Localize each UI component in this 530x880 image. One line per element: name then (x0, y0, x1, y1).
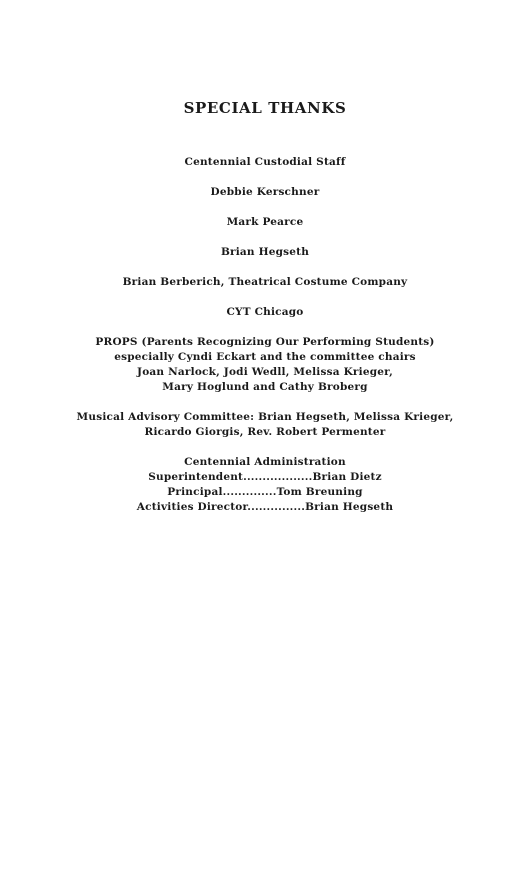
thanks-brian-hegseth: Brian Hegseth (220, 246, 310, 258)
thanks-cyt-chicago: CYT Chicago (226, 306, 304, 318)
admin-activities-director: Activities Director...............Brian Hegseth (136, 501, 394, 513)
advisory-line-1: Musical Advisory Committee: Brian Hegseth, Melissa Krieger, (76, 411, 454, 423)
thanks-brian-berberich: Brian Berberich, Theatrical Costume Company (122, 276, 408, 288)
props-line-1: PROPS (Parents Recognizing Our Performing Students) (95, 336, 435, 348)
props-line-2: especially Cyndi Eckart and the committee chairs (114, 351, 416, 363)
admin-superintendent: Superintendent..................Brian Dietz (148, 471, 382, 483)
thanks-custodial-staff: Centennial Custodial Staff (184, 156, 346, 168)
props-line-4: Mary Hoglund and Cathy Broberg (162, 381, 368, 393)
props-line-3: Joan Narlock, Jodi Wedll, Melissa Krieger, (137, 366, 393, 378)
thanks-debbie-kerschner: Debbie Kerschner (210, 186, 320, 198)
thanks-mark-pearce: Mark Pearce (226, 216, 304, 228)
advisory-line-2: Ricardo Giorgis, Rev. Robert Permenter (144, 426, 386, 438)
admin-principal: Principal..............Tom Breuning (167, 486, 363, 498)
admin-heading: Centennial Administration (184, 456, 346, 468)
page-title: SPECIAL THANKS (183, 99, 347, 117)
